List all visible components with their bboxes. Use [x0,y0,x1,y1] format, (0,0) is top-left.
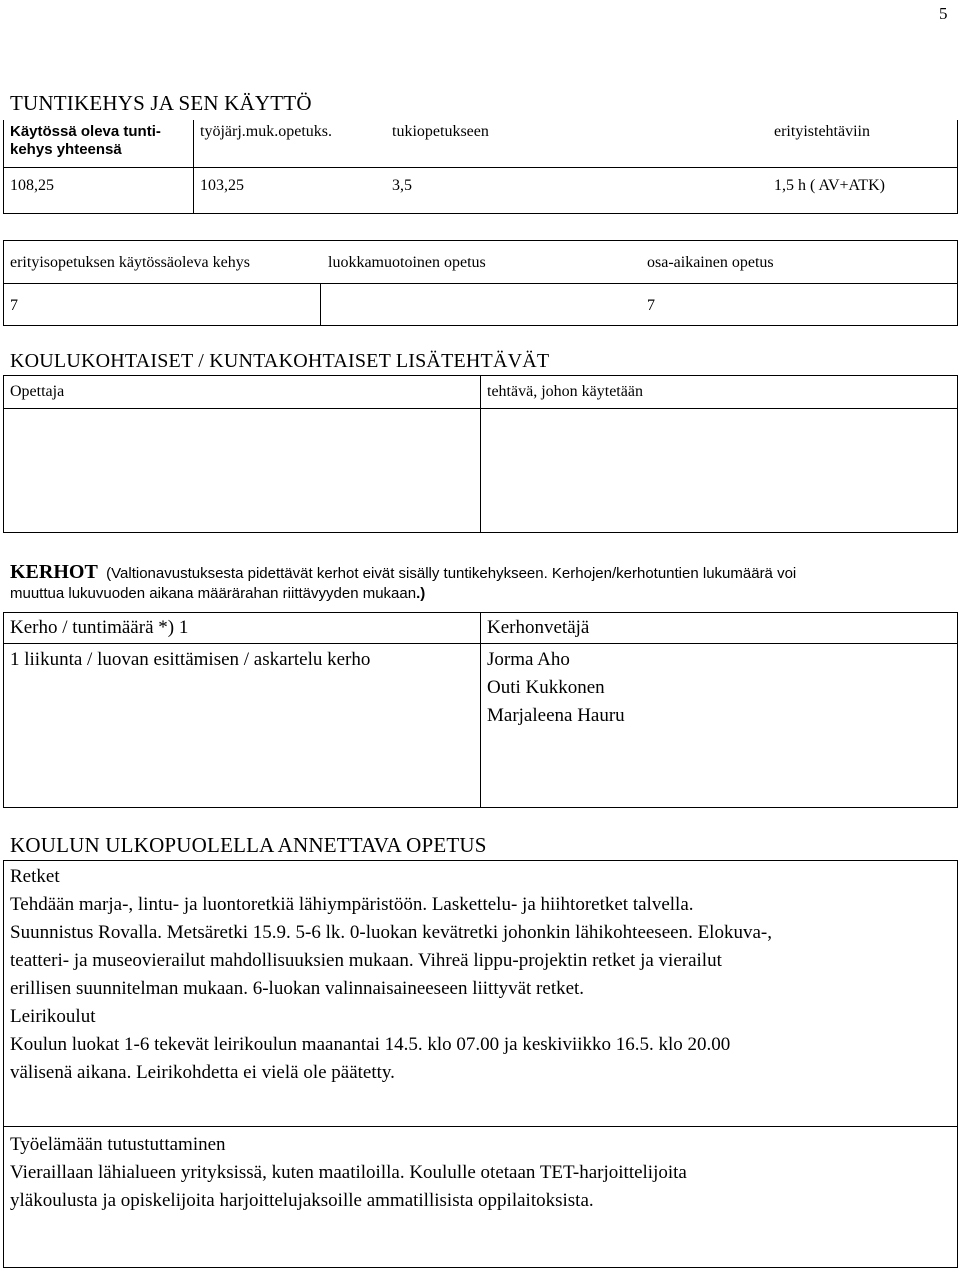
leirikoulut-title: Leirikoulut [10,1006,96,1027]
leirikoulut-line: Koulun luokat 1-6 tekevät leirikoulun maanantai 14.5. klo 07.00 ja keskiviikko 16.5. klo 20.00 [10,1034,731,1055]
tyoelama-line: Vieraillaan lähialueen yrityksissä, kuten maatiloilla. Koululle otetaan TET-harjoittelijoita [10,1162,687,1183]
ulkopuolella-heading: KOULUN ULKOPUOLELLA ANNETTAVA OPETUS [10,833,487,857]
value-kehys-yhteensa: 108,25 [10,177,54,194]
header-tukiopetus: tukiopetukseen [392,123,489,140]
header-osa-aikainen: osa-aikainen opetus [647,254,774,271]
header-erityistehtavat: erityistehtäviin [774,123,870,140]
retket-line: Tehdään marja-, lintu- ja luontoretkiä lähiympäristöön. Laskettelu- ja hiihtoretket talvella. [10,894,694,915]
kerhonvetaja-item: Marjaleena Hauru [487,705,625,726]
tyoelama-title: Työelämään tutustuttaminen [10,1134,226,1155]
header-tyojarj: työjärj.muk.opetuks. [200,123,332,140]
page-number: 5 [939,4,948,23]
kerhonvetaja-item: Jorma Aho [487,649,570,670]
kerhot-note-line1: (Valtionavustuksesta pidettävät kerhot eivät sisälly tuntikehykseen. Kerhojen/kerhotuntien lukumäärä voi [106,565,797,582]
header-tehtava: tehtävä, johon käytetään [487,383,643,400]
header-kerhonvetaja: Kerhonvetäjä [487,617,590,638]
value-tukiopetus: 3,5 [392,177,412,194]
lisatehtavat-heading: KOULUKOHTAISET / KUNTAKOHTAISET LISÄTEHTÄVÄT [10,350,550,372]
retket-line: Suunnistus Rovalla. Metsäretki 15.9. 5-6 lk. 0-luokan kevätretki johonkin lähikohteeseen. Elokuva-, [10,922,772,943]
header-kehys-yhteensa: Käytössä oleva tunti- kehys yhteensä [10,123,161,158]
kerhot-intro [10,562,955,604]
retket-title: Retket [10,866,60,887]
value-erityistehtavat: 1,5 h ( AV+ATK) [774,177,885,194]
value-erityisopetus-kehys: 7 [10,297,18,314]
header-luokkamuotoinen: luokkamuotoinen opetus [328,254,486,271]
retket-section [10,863,955,1087]
value-tyojarj: 103,25 [200,177,244,194]
tyoelama-section [10,1131,955,1215]
retket-line: erillisen suunnitelman mukaan. 6-luokan valinnaisaineeseen liittyvät retket. [10,978,585,999]
header-kerho: Kerho / tuntimäärä *) 1 [10,617,189,638]
kerhot-note-line2: muuttua lukuvuoden aikana määrärahan riittävyyden mukaan [10,585,417,602]
kerhonvetaja-item: Outi Kukkonen [487,677,605,698]
header-erityisopetus-kehys: erityisopetuksen käytössäoleva kehys [10,254,250,271]
kerhonvetaja-list [487,646,625,730]
value-osa-aikainen: 7 [647,297,655,314]
tyoelama-line: yläkoulusta ja opiskelijoita harjoittelujaksoille ammatillisista oppilaitoksista. [10,1190,594,1211]
tuntikehys-heading: TUNTIKEHYS JA SEN KÄYTTÖ [10,91,312,115]
header-opettaja: Opettaja [10,383,65,400]
retket-line: teatteri- ja museovierailut mahdollisuuksien mukaan. Vihreä lippu-projektin retket ja vierailut [10,950,722,971]
kerhot-heading: KERHOT [10,561,98,583]
kerho-row-name: 1 liikunta / luovan esittämisen / askartelu kerho [10,649,371,670]
leirikoulut-line: välisenä aikana. Leirikohdetta ei vielä ole päätetty. [10,1062,395,1083]
kerhot-note-close: .) [416,585,426,602]
